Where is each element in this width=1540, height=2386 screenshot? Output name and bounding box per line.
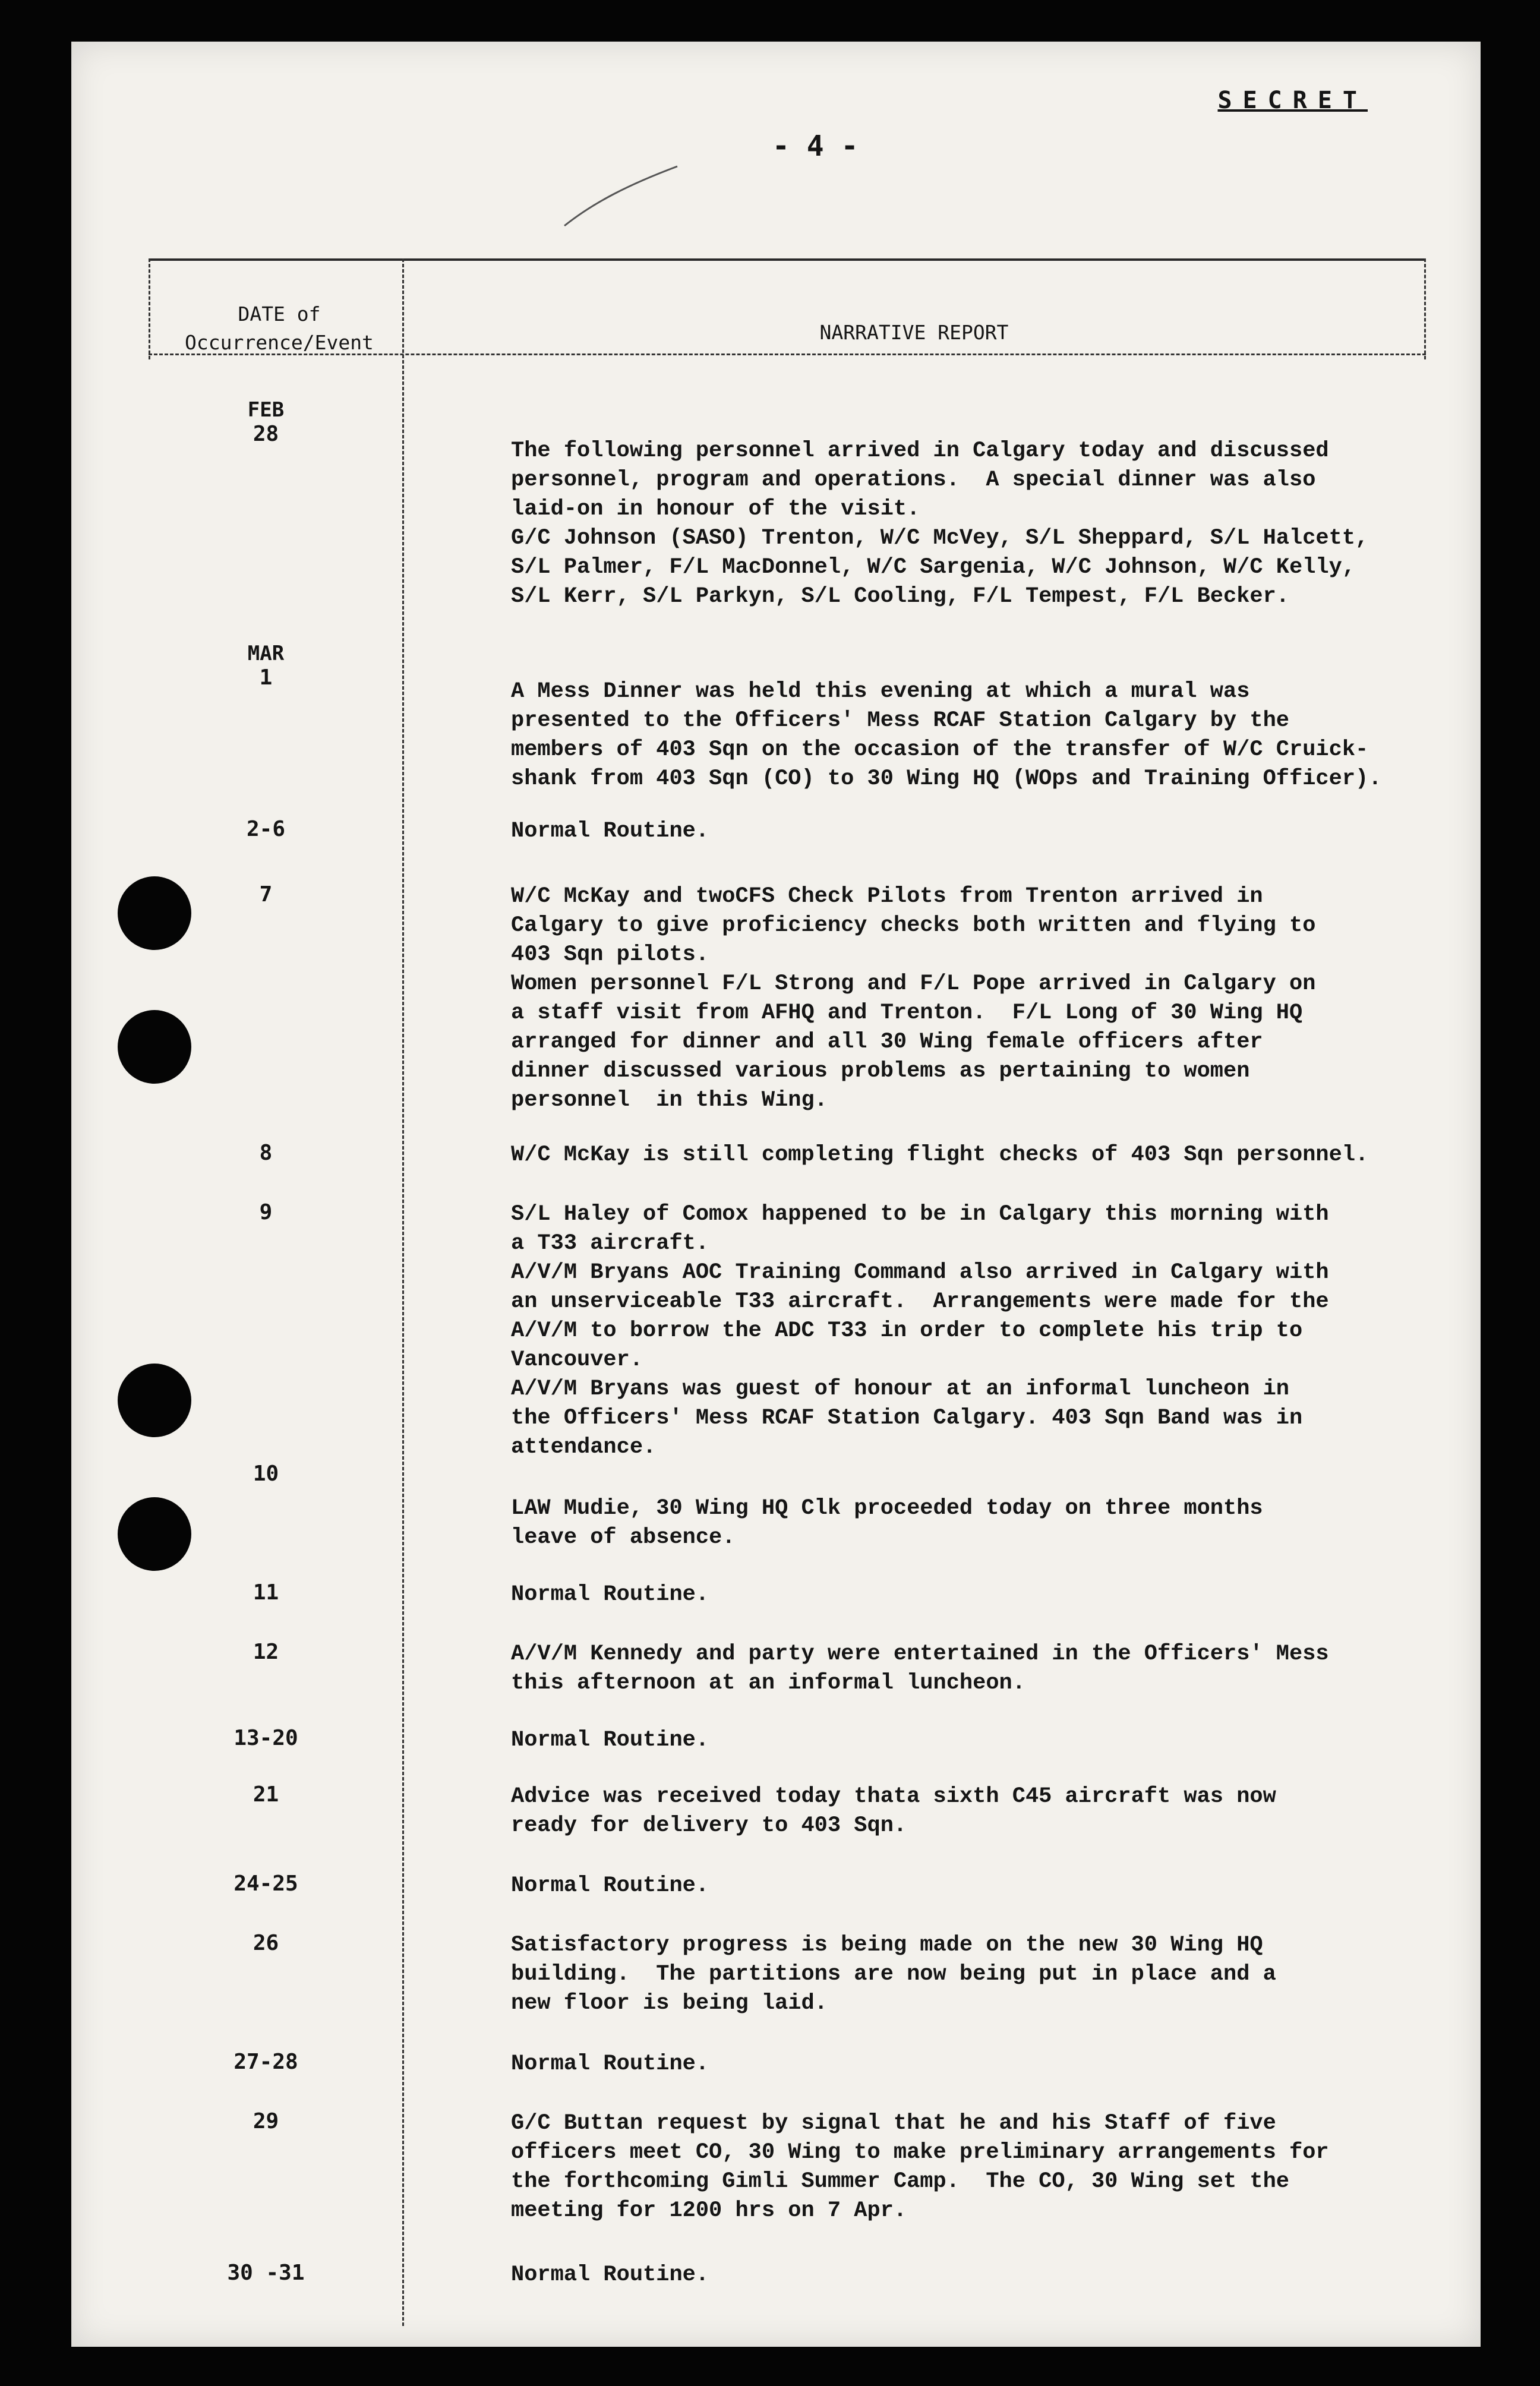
column-header-date: DATE of Occurrence/Event: [185, 302, 374, 354]
entry-narrative: The following personnel arrived in Calgary today and discussed personnel, program and operations. A special dinner was also laid-on in honour of the visit. G/C Johnson (SASO) Trenton, W/C McVey, S/L Sheppard, S/L Halcett, S/L Palmer, F/L MacDonnel, W/C Sargenia, W/C Johnson, W/C Kelly, S/L Kerr, S/L Parkyn, S/L Cooling, F/L Tempest, F/L Becker.: [511, 438, 1369, 609]
entry-date: 7: [259, 882, 273, 907]
entry-date: 9: [259, 1200, 273, 1224]
entry-date: FEB 28: [247, 398, 285, 446]
entry-date: 13-20: [233, 1726, 298, 1750]
entry-date: 21: [253, 1782, 279, 1807]
entry-narrative: A Mess Dinner was held this evening at which a mural was presented to the Officers' Mess RCAF Station Calgary by the members of 403 Sqn on the occasion of the transfer of W/C Cruick- shank from 403 Sqn (CO) to 30 Wing HQ (WOps and Training Officer).: [511, 679, 1382, 791]
entry-date: 11: [253, 1580, 279, 1605]
entry-narrative: W/C McKay is still completing flight checks of 403 Sqn personnel.: [511, 1142, 1369, 1167]
pencil-mark: [558, 160, 689, 232]
entry-date: MAR 1: [247, 642, 285, 690]
column-header-narrative: NARRATIVE REPORT: [819, 321, 1009, 344]
entry-narrative: W/C McKay and twoCFS Check Pilots from Trenton arrived in Calgary to give proficiency checks both written and flying to 403 Sqn pilots. Women personnel F/L Strong and F/L Pope arrived in Calgary on a staff visit from AFHQ and Trenton. F/L Long of 30 Wing HQ arranged for dinner and all 30 Wing female officers after dinner discussed various problems as pertaining to women personnel in this Wing.: [511, 884, 1316, 1113]
entry-narrative: Advice was received today thata sixth C45 aircraft was now ready for delivery to 403 Sqn.: [511, 1784, 1276, 1838]
classification-label: SECRET: [1217, 87, 1368, 114]
entry-narrative: LAW Mudie, 30 Wing HQ Clk proceeded today on three months leave of absence.: [511, 1496, 1263, 1550]
entry-date: 27-28: [233, 2050, 298, 2074]
entry-narrative: Normal Routine.: [511, 1873, 709, 1898]
entry-date: 24-25: [233, 1871, 298, 1896]
entry-narrative: Normal Routine.: [511, 1582, 709, 1607]
entry-narrative: Normal Routine.: [511, 1728, 709, 1753]
entry-narrative: A/V/M Kennedy and party were entertained in the Officers' Mess this afternoon at an informal luncheon.: [511, 1642, 1329, 1696]
entry-narrative: G/C Buttan request by signal that he and his Staff of five officers meet CO, 30 Wing to make preliminary arrangements for the forthcoming Gimli Summer Camp. The CO, 30 Wing set the meeting for 1200 hrs on 7 Apr.: [511, 2111, 1329, 2223]
entry-narrative: Normal Routine.: [511, 819, 709, 844]
entry-date: 2-6: [246, 817, 286, 841]
document-page: [71, 42, 1481, 2347]
entry-narrative: S/L Haley of Comox happened to be in Calgary this morning with a T33 aircraft. A/V/M Bryans AOC Training Command also arrived in Calgary with an unserviceable T33 aircraft. Arrangements were made for the A/V/M to borrow the ADC T33 in order to complete his trip to Vancouver. A/V/M Bryans was guest of honour at an informal luncheon in the Officers' Mess RCAF Station Calgary. 403 Sqn Band was in attendance.: [511, 1202, 1329, 1460]
entry-date: 8: [259, 1141, 273, 1165]
narrative-table: [149, 258, 1426, 2326]
entry-date: 29: [253, 2109, 279, 2133]
entry-narrative: Normal Routine.: [511, 2262, 709, 2287]
entry-date: 12: [253, 1640, 279, 1664]
entry-date: 26: [253, 1931, 279, 1955]
entry-narrative: Normal Routine.: [511, 2052, 709, 2076]
entry-narrative: Satisfactory progress is being made on the new 30 Wing HQ building. The partitions are now being put in place and a new floor is being laid.: [511, 1933, 1276, 2016]
entry-date: 30 -31: [227, 2261, 305, 2285]
entry-date: 10: [253, 1462, 279, 1486]
page-number: - 4 -: [772, 130, 859, 163]
